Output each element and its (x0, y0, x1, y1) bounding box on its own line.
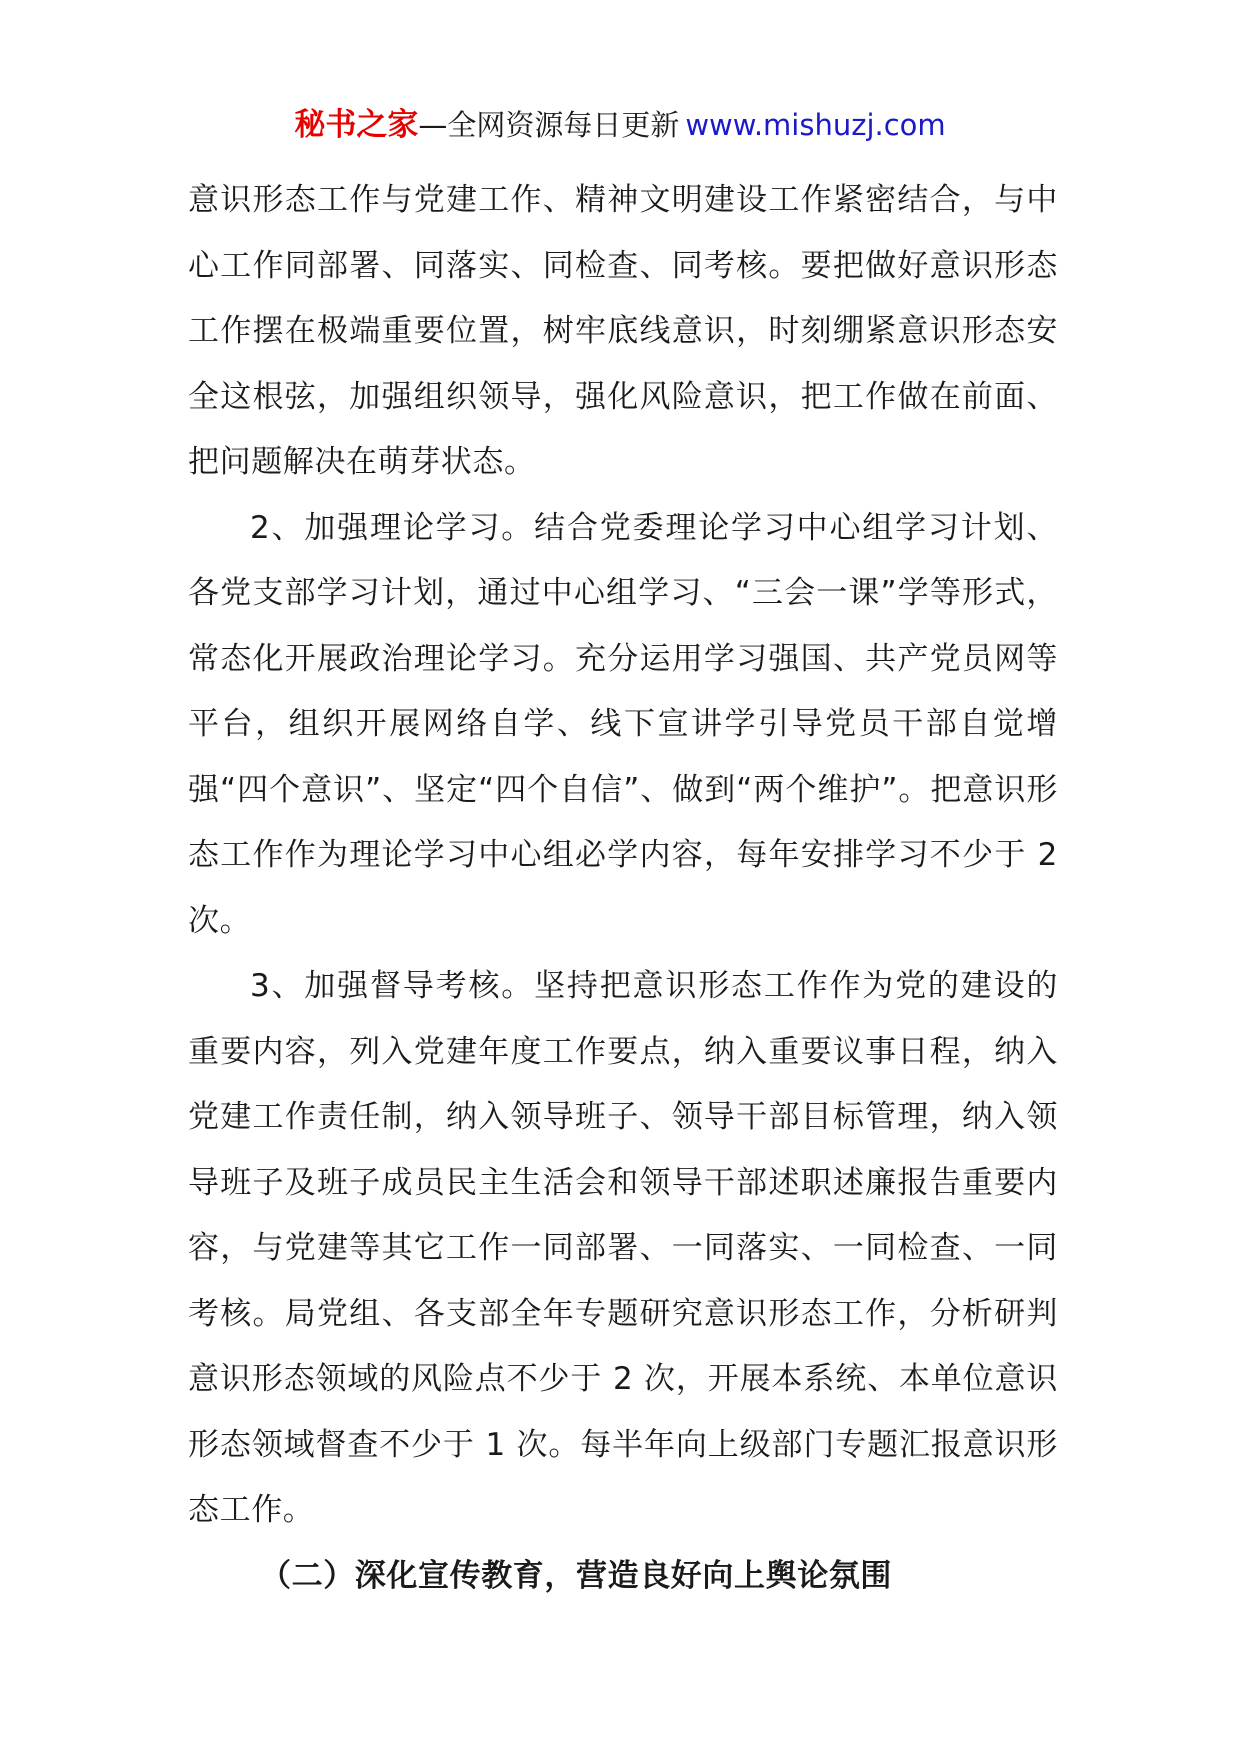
paragraph-continued: 意识形态工作与党建工作、精神文明建设工作紧密结合，与中心工作同部署、同落实、同检查、同考核。要把做好意识形态工作摆在极端重要位置，树牢底线意识，时刻绷紧意识形态安全这根弦，加强组织领导，强化风险意识，把工作做在前面、把问题解决在萌芽状态。 (188, 182, 1058, 480)
brand-name: 秘书之家 (294, 107, 419, 143)
paragraph-supervision: 3、加强督导考核。坚持把意识形态工作作为党的建设的重要内容，列入党建年度工作要点，纳入重要议事日程，纳入党建工作责任制，纳入领导班子、领导干部目标管理，纳入领导班子及班子成员民主生活会和领导干部述职述廉报告重要内容，与党建等其它工作一同部署、一同落实、一同检查、一同考核。局党组、各支部全年专题研究意识形态工作，分析研判意识形态领域的风险点不少于 2 次，开展本系统、本单位意识形态领域督查不少于 1 次。每半年向上级部门专题汇报意识形态工作。 (188, 968, 1058, 1528)
section-heading: （二）深化宣传教育，营造良好向上舆论氛围 (260, 1557, 892, 1594)
paragraph-theory-study: 2、加强理论学习。结合党委理论学习中心组学习计划、各党支部学习计划，通过中心组学习、“三会一课”学等形式，常态化开展政治理论学习。充分运用学习强国、共产党员网等平台，组织开展网络自学、线下宣讲学引导党员干部自觉增强“四个意识”、坚定“四个自信”、做到“两个维护”。把意识形态工作作为理论学习中心组必学内容，每年安排学习不少于 2 次。 (188, 509, 1058, 939)
site-header (0, 103, 1240, 147)
header-tagline: —全网资源每日更新 (418, 108, 680, 142)
document-body (188, 168, 1058, 1609)
site-url-link[interactable]: www.mishuzj.com (685, 108, 946, 142)
